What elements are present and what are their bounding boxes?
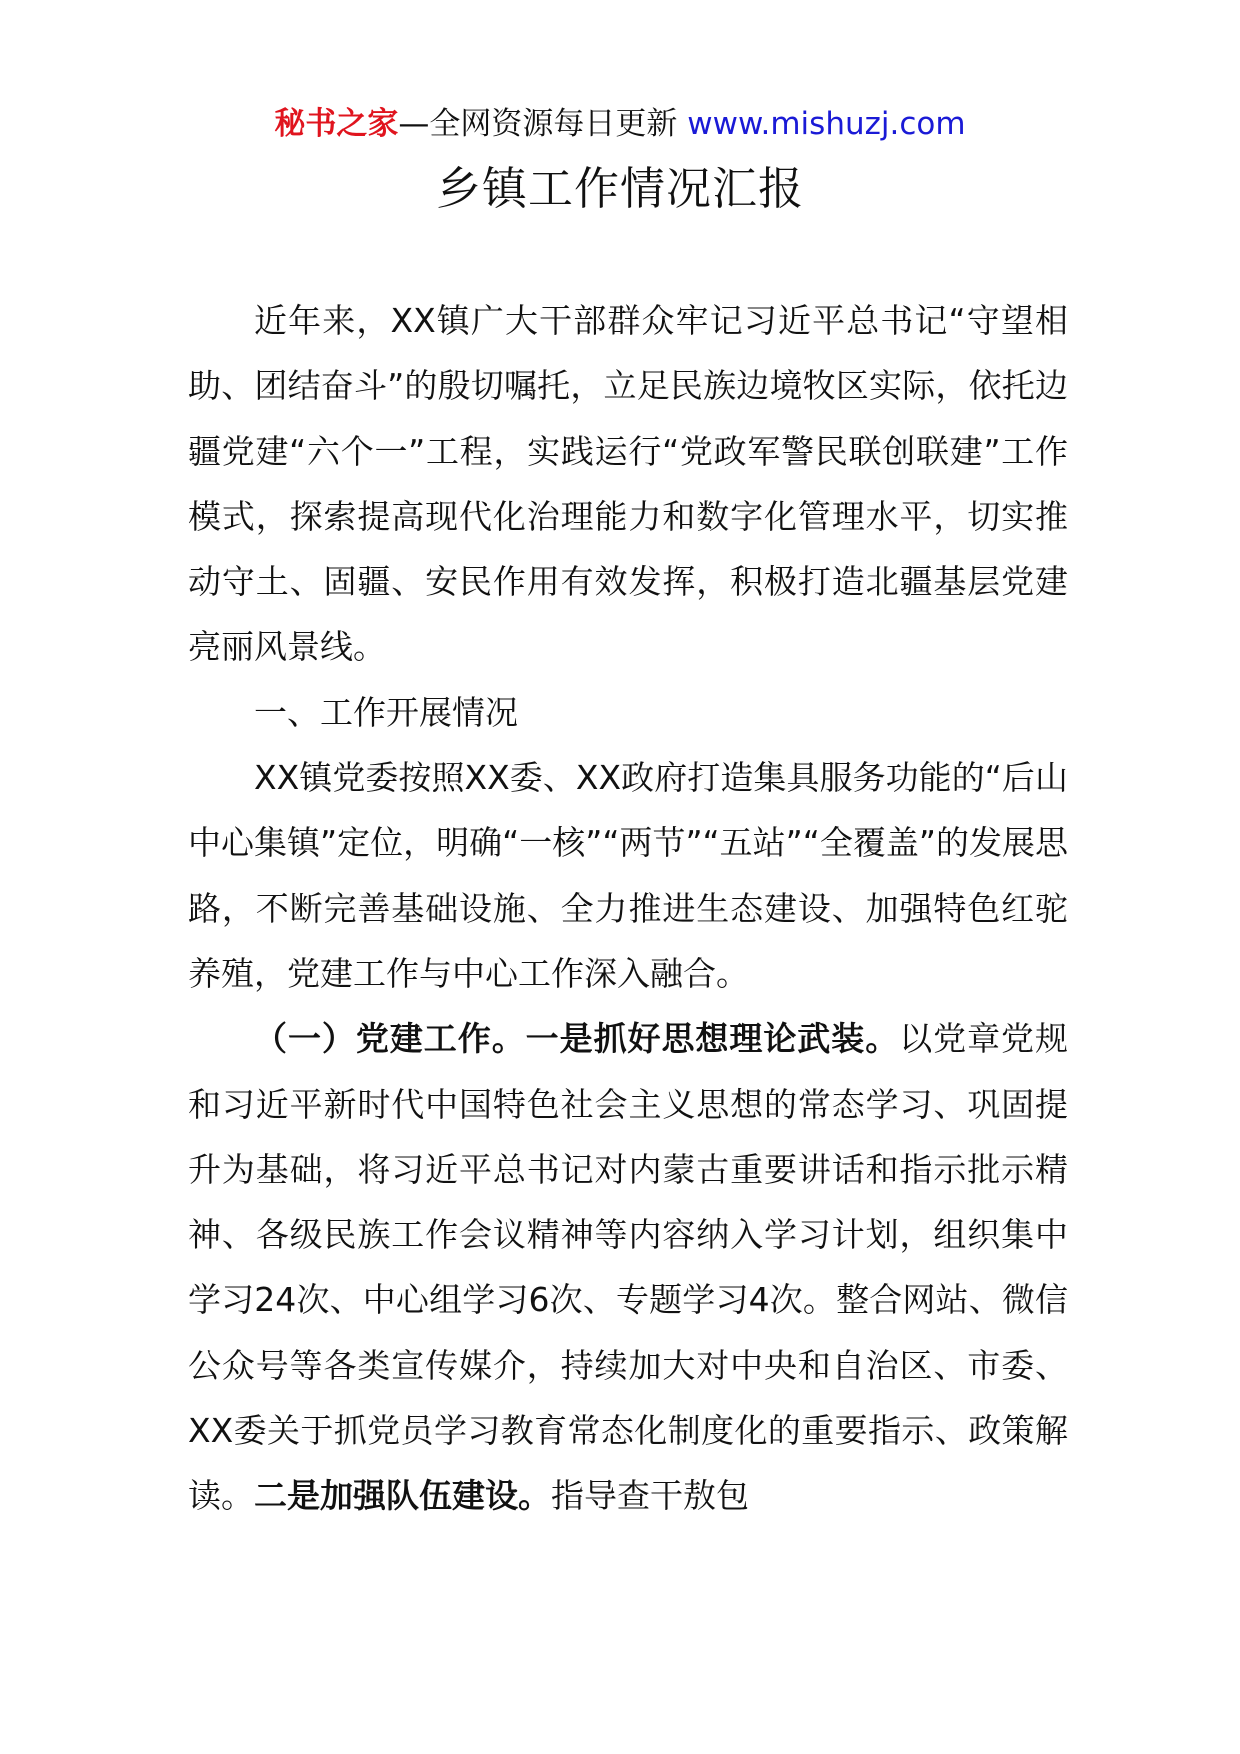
site-banner	[0, 104, 1240, 144]
document-title: 乡镇工作情况汇报	[435, 162, 804, 215]
site-url-link[interactable]: www.mishuzj.com	[687, 106, 966, 142]
document-body	[188, 288, 1068, 1529]
paragraph-party-building	[188, 1006, 1068, 1528]
subsection-heading: （一）党建工作。一是抓好思想理论武装。	[254, 1019, 900, 1059]
banner-slogan: —全网资源每日更新	[398, 106, 678, 142]
paragraph-overview: XX镇党委按照XX委、XX政府打造集具服务功能的“后山中心集镇”定位，明确“一核”“两节”“五站”“全覆盖”的发展思路，不断完善基础设施、全力推进生态建设、加强特色红驼养殖，党建工作与中心工作深入融合。	[188, 758, 1068, 993]
section-heading: 一、工作开展情况	[254, 692, 518, 732]
paragraph-intro: 近年来，XX镇广大干部群众牢记习近平总书记“守望相助、团结奋斗”的殷切嘱托，立足民族边境牧区实际，依托边疆党建“六个一”工程，实践运行“党政军警民联创联建”工作模式，探索提高现代化治理能力和数字化管理水平，切实推动守土、固疆、安民作用有效发挥，积极打造北疆基层党建亮丽风景线。	[188, 301, 1068, 667]
paragraph-text-continued: 指导查干敖包	[551, 1476, 749, 1516]
paragraph-text: 以党章党规和习近平新时代中国特色社会主义思想的常态学习、巩固提升为基础，将习近平总书记对内蒙古重要讲话和指示批示精神、各级民族工作会议精神等内容纳入学习计划，组织集中学习24次、中心组学习6次、专题学习4次。整合网站、微信公众号等各类宣传媒介，持续加大对中央和自治区、市委、XX委关于抓党员学习教育常态化制度化的重要指示、政策解读。	[188, 1019, 1069, 1516]
brand-name: 秘书之家	[274, 106, 399, 142]
inline-bold-heading: 二是加强队伍建设。	[254, 1476, 551, 1516]
